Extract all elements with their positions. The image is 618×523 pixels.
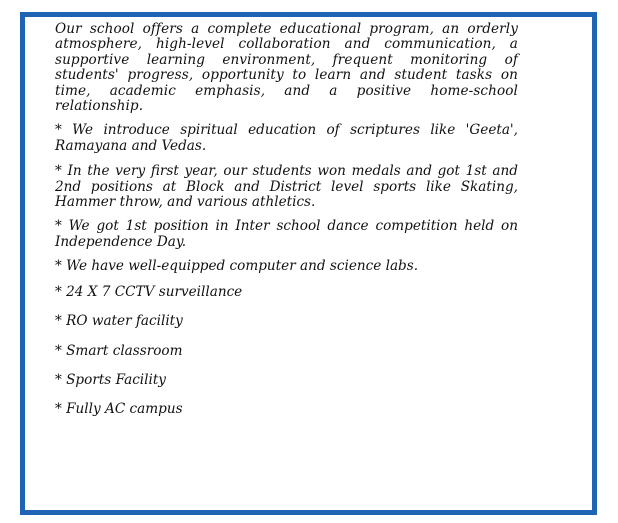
bullet-spiritual-education: * We introduce spiritual education of scriptures like 'Geeta', Ramayana and Vedas. xyxy=(55,122,518,154)
bullet-smart-classroom: * Smart classroom xyxy=(55,342,183,359)
bullet-sports-achievements: * In the very first year, our students won medals and got 1st and 2nd positions at Block and District level sports like Skating, Hammer throw, and various athletics. xyxy=(55,163,518,211)
document-content xyxy=(55,22,518,418)
bullet-cctv: * 24 X 7 CCTV surveillance xyxy=(55,283,243,300)
intro-paragraph: Our school offers a complete educational program, an orderly atmosphere, high-level collaboration and communication, a supportive learning environment, frequent monitoring of students' progress, opportunity to learn and student tasks on time, academic emphasis, and a positive home-school relationship. xyxy=(55,21,518,115)
bullet-sports-facility: * Sports Facility xyxy=(55,371,166,388)
bullet-dance-competition: * We got 1st position in Inter school dance competition held on Independence Day. xyxy=(55,218,518,250)
bullet-labs: * We have well-equipped computer and science labs. xyxy=(55,258,419,275)
bullet-ro-water: * RO water facility xyxy=(55,313,183,330)
bullet-ac-campus: * Fully AC campus xyxy=(55,401,183,418)
